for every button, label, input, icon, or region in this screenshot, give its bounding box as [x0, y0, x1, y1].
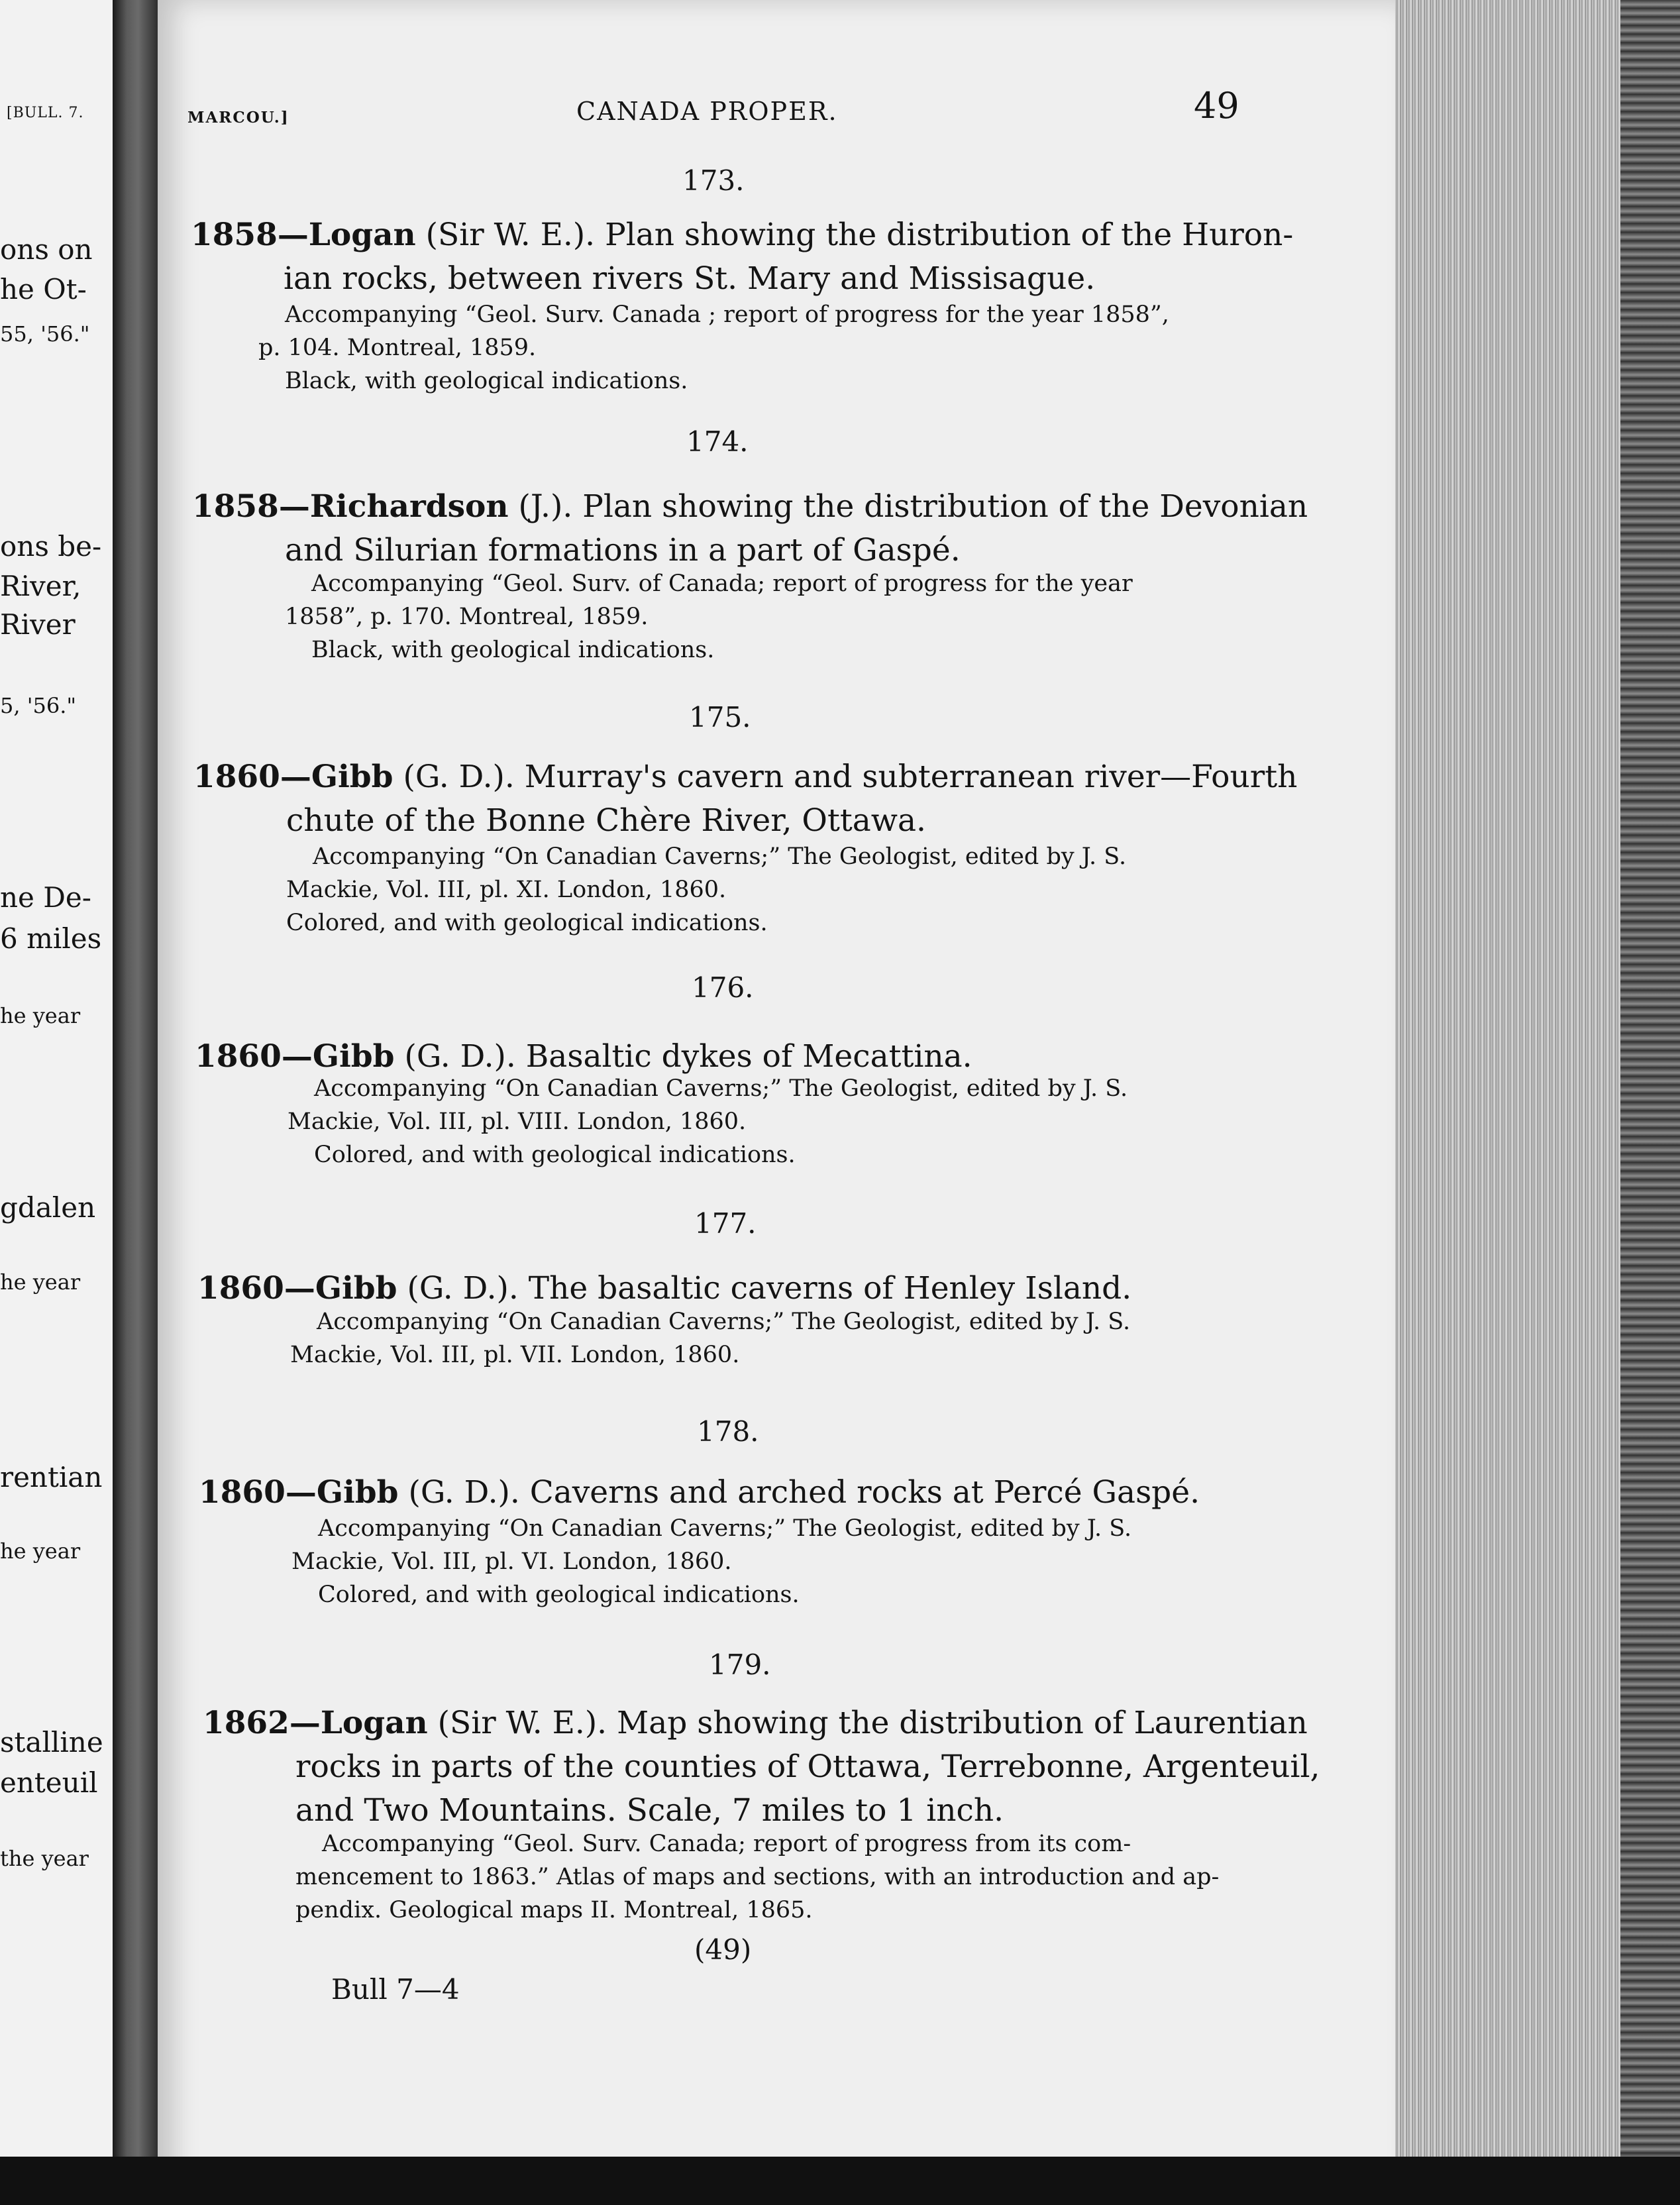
facing-page-fragment: stalline [0, 1726, 103, 1758]
entry-year: 1858 [192, 488, 279, 525]
entry-body-line: 1858”, p. 170. Montreal, 1859. [285, 604, 649, 630]
entry-year: 1860 [197, 1270, 284, 1307]
facing-page-fragment: 55, '56." [0, 321, 90, 347]
entry-author-initials: (G. D.). [404, 1038, 516, 1075]
entry-body-line: Colored, and with geological indications. [314, 1142, 796, 1168]
facing-page-fragment: gdalen [0, 1191, 96, 1224]
entry-body-line: pendix. Geological maps II. Montreal, 1865. [295, 1897, 813, 1923]
facing-page-fragment: ons on [0, 233, 93, 266]
entry-body [258, 298, 1169, 398]
entry-author-initials: (Sir W. E.). [425, 217, 596, 253]
entry-title-line: Murray's cavern and subterranean river—Fourth [524, 759, 1298, 795]
scan-shadow [0, 2157, 1680, 2205]
entry-title-line: rocks in parts of the counties of Ottawa, Terrebonne, Argenteuil, [295, 1748, 1320, 1785]
facing-page-fragment: he Ot- [0, 273, 87, 305]
entry-number: 175. [689, 701, 751, 733]
facing-page-running-head: [BULL. 7. [7, 105, 84, 121]
entry-year: 1860 [195, 1038, 282, 1075]
entry-body [288, 1072, 1128, 1171]
entry-number: 176. [692, 971, 754, 1004]
entry-body-line: Black, with geological indications. [311, 637, 715, 663]
facing-page-fragment: ons be- [0, 530, 102, 563]
facing-page-fragment: rentian [0, 1461, 103, 1493]
entry-body-line: Accompanying “Geol. Surv. of Canada; report of progress for the year [311, 570, 1133, 597]
entry-author: Gibb [311, 759, 394, 795]
entry-number: 174. [686, 425, 749, 458]
facing-page-fragment: he year [0, 1538, 81, 1564]
entry-title-line: Basaltic dykes of Mecattina. [525, 1038, 972, 1075]
entry-year: 1860 [199, 1474, 286, 1511]
entry-author-initials: (J.). [518, 488, 573, 525]
book-gutter [113, 0, 159, 2205]
footer-page-number: (49) [694, 1933, 752, 1966]
entry-author-initials: (Sir W. E.). [437, 1705, 607, 1741]
entry-body-line: Accompanying “Geol. Surv. Canada ; report of progress for the year 1858”, [285, 301, 1169, 328]
entry-title-line: The basaltic caverns of Henley Island. [528, 1270, 1132, 1307]
entry-author: Logan [308, 217, 416, 253]
entry-author: Gibb [316, 1474, 399, 1511]
entry-year: 1862 [203, 1705, 289, 1741]
facing-page-fragment: he year [0, 1269, 81, 1295]
entry-heading: 1858—Logan (Sir W. E.). Plan showing the distribution of the Huron- ian rocks, between rivers St. Mary and Missisague. [191, 217, 1294, 297]
page-edges [1395, 0, 1680, 2205]
entry-author-initials: (G. D.). [407, 1270, 519, 1307]
facing-page-fragment: enteuil [0, 1766, 98, 1799]
entry-title-line: Plan showing the distribution of the Devonian [582, 488, 1308, 525]
facing-page-fragment: the year [0, 1846, 89, 1871]
entry-number: 179. [709, 1648, 771, 1681]
entry-number: 177. [694, 1207, 757, 1240]
facing-page-fragment: River [0, 608, 76, 641]
entry-title-line: chute of the Bonne Chère River, Ottawa. [286, 802, 926, 839]
entry-body-line: Mackie, Vol. III, pl. VIII. London, 1860. [288, 1108, 747, 1135]
entry-author: Logan [320, 1705, 428, 1741]
running-head-title: CANADA PROPER. [576, 97, 838, 126]
entry-heading: 1860—Gibb (G. D.). The basaltic caverns of Henley Island. [197, 1270, 1132, 1307]
entry-body-line: Accompanying “On Canadian Caverns;” The Geologist, edited by J. S. [317, 1309, 1131, 1335]
entry-author-initials: (G. D.). [403, 759, 515, 795]
entry-author: Richardson [309, 488, 509, 525]
facing-page-fragment: ne De- [0, 881, 91, 914]
entry-body-line: Accompanying “On Canadian Caverns;” The Geologist, edited by J. S. [318, 1515, 1132, 1542]
entry-body-line: Mackie, Vol. III, pl. XI. London, 1860. [286, 877, 727, 903]
entry-heading: 1860—Gibb (G. D.). Murray's cavern and subterranean river—Fourth chute of the Bonne Chère River, Ottawa. [193, 759, 1298, 839]
entry-body [291, 1512, 1132, 1611]
entry-body-line: Mackie, Vol. III, pl. VII. London, 1860. [290, 1342, 740, 1368]
entry-body-line: Colored, and with geological indications. [318, 1582, 800, 1608]
entry-title-line: and Silurian formations in a part of Gaspé. [285, 532, 961, 568]
entry-heading: 1860—Gibb (G. D.). Caverns and arched rocks at Percé Gaspé. [199, 1474, 1200, 1511]
entry-title-line: Map showing the distribution of Laurentian [617, 1705, 1308, 1741]
entry-heading: 1862—Logan (Sir W. E.). Map showing the distribution of Laurentian rocks in parts of the counties of Ottawa, Terrebonne, Argenteuil, and Two Mountains. Scale, 7 miles to 1 inch. [203, 1705, 1320, 1829]
running-head-author: MARCOU.] [187, 109, 289, 127]
entry-body-line: mencement to 1863.” Atlas of maps and sections, with an introduction and ap- [295, 1864, 1220, 1890]
entry-year: 1860 [193, 759, 280, 795]
entry-author: Gibb [315, 1270, 397, 1307]
facing-page [0, 0, 117, 2205]
entry-number: 178. [697, 1415, 759, 1448]
entry-body-line: Colored, and with geological indications. [286, 910, 768, 936]
entry-body-line: p. 104. Montreal, 1859. [258, 335, 537, 361]
signature-mark: Bull 7—4 [331, 1973, 460, 2006]
entry-body-line: Accompanying “On Canadian Caverns;” The Geologist, edited by J. S. [313, 843, 1127, 870]
page-number: 49 [1194, 85, 1239, 127]
entry-body [286, 840, 1127, 940]
entry-author: Gibb [312, 1038, 395, 1075]
facing-page-fragment: River, [0, 570, 81, 602]
facing-page-fragment: he year [0, 1003, 81, 1028]
entry-body-line: Black, with geological indications. [285, 368, 688, 394]
entry-heading: 1858—Richardson (J.). Plan showing the distribution of the Devonian and Silurian formations in a part of Gaspé. [192, 488, 1308, 568]
entry-heading: 1860—Gibb (G. D.). Basaltic dykes of Mecattina. [195, 1038, 972, 1075]
entry-title-line: Caverns and arched rocks at Percé Gaspé. [529, 1474, 1200, 1511]
entry-body-line: Mackie, Vol. III, pl. VI. London, 1860. [291, 1548, 732, 1575]
entry-number: 173. [682, 164, 745, 197]
entry-title-line: and Two Mountains. Scale, 7 miles to 1 inch. [295, 1792, 1004, 1829]
facing-page-fragment: 5, '56." [0, 693, 77, 718]
facing-page-fragment: 6 miles [0, 922, 102, 955]
entry-title-line: ian rocks, between rivers St. Mary and Missisague. [284, 260, 1096, 297]
entry-author-initials: (G. D.). [408, 1474, 520, 1511]
entry-year: 1858 [191, 217, 278, 253]
entry-body [295, 1827, 1220, 1927]
entry-body [285, 567, 1133, 667]
entry-body-line: Accompanying “Geol. Surv. Canada; report of progress from its com- [322, 1831, 1131, 1857]
entry-title-line: Plan showing the distribution of the Huron- [605, 217, 1294, 253]
entry-body [290, 1305, 1131, 1371]
entry-body-line: Accompanying “On Canadian Caverns;” The Geologist, edited by J. S. [314, 1075, 1128, 1102]
